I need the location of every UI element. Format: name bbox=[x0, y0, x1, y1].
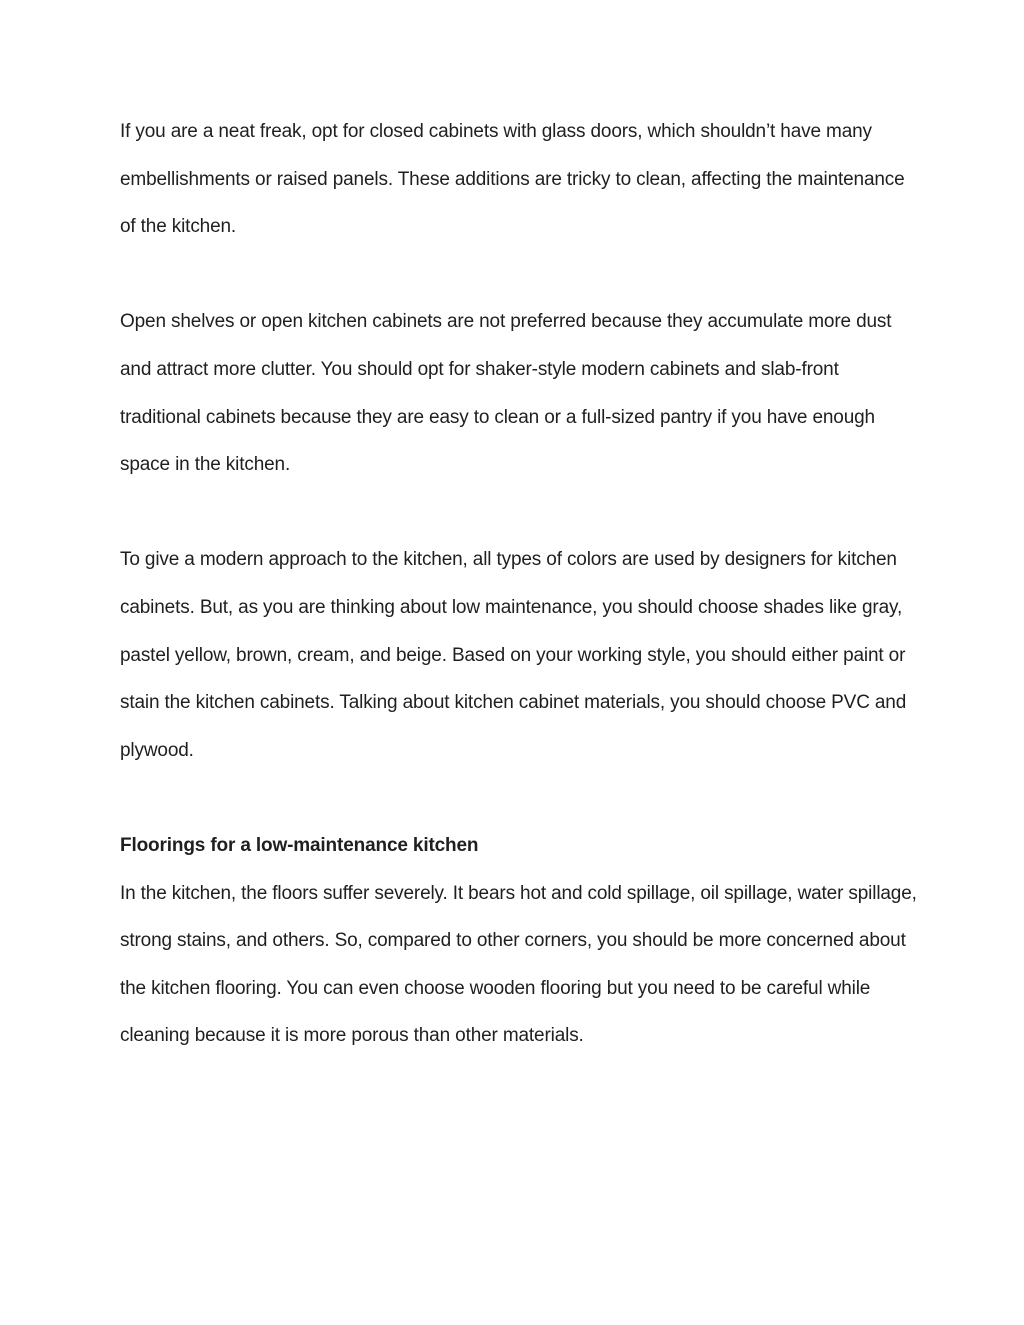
document-body bbox=[120, 108, 920, 1060]
paragraph-cabinet-colors: To give a modern approach to the kitchen, all types of colors are used by designers for kitchen cabinets. But, as you are thinking about low maintenance, you should choose shades like gray, pastel yellow, brown, cream, and beige. Based on your working style, you should either paint or stain the kitchen cabinets. Talking about kitchen cabinet materials, you should choose PVC and plywood. bbox=[120, 549, 907, 761]
paragraph-open-shelves: Open shelves or open kitchen cabinets are not preferred because they accumulate more dust and attract more clutter. You should opt for shaker-style modern cabinets and slab-front traditional cabinets because they are easy to clean or a full-sized pantry if you have enough space in the kitchen. bbox=[120, 311, 892, 476]
section-heading-floorings: Floorings for a low-maintenance kitchen bbox=[120, 834, 479, 856]
paragraph-floorings: In the kitchen, the floors suffer severely. It bears hot and cold spillage, oil spillage, water spillage, strong stains, and others. So, compared to other corners, you should be more concerned about the kitchen flooring. You can even choose wooden flooring but you need to be careful while cleaning because it is more porous than other materials. bbox=[120, 882, 917, 1047]
paragraph-cabinet-doors: If you are a neat freak, opt for closed cabinets with glass doors, which shouldn’t have many embellishments or raised panels. These additions are tricky to clean, affecting the maintenance of the kitchen. bbox=[120, 121, 905, 238]
